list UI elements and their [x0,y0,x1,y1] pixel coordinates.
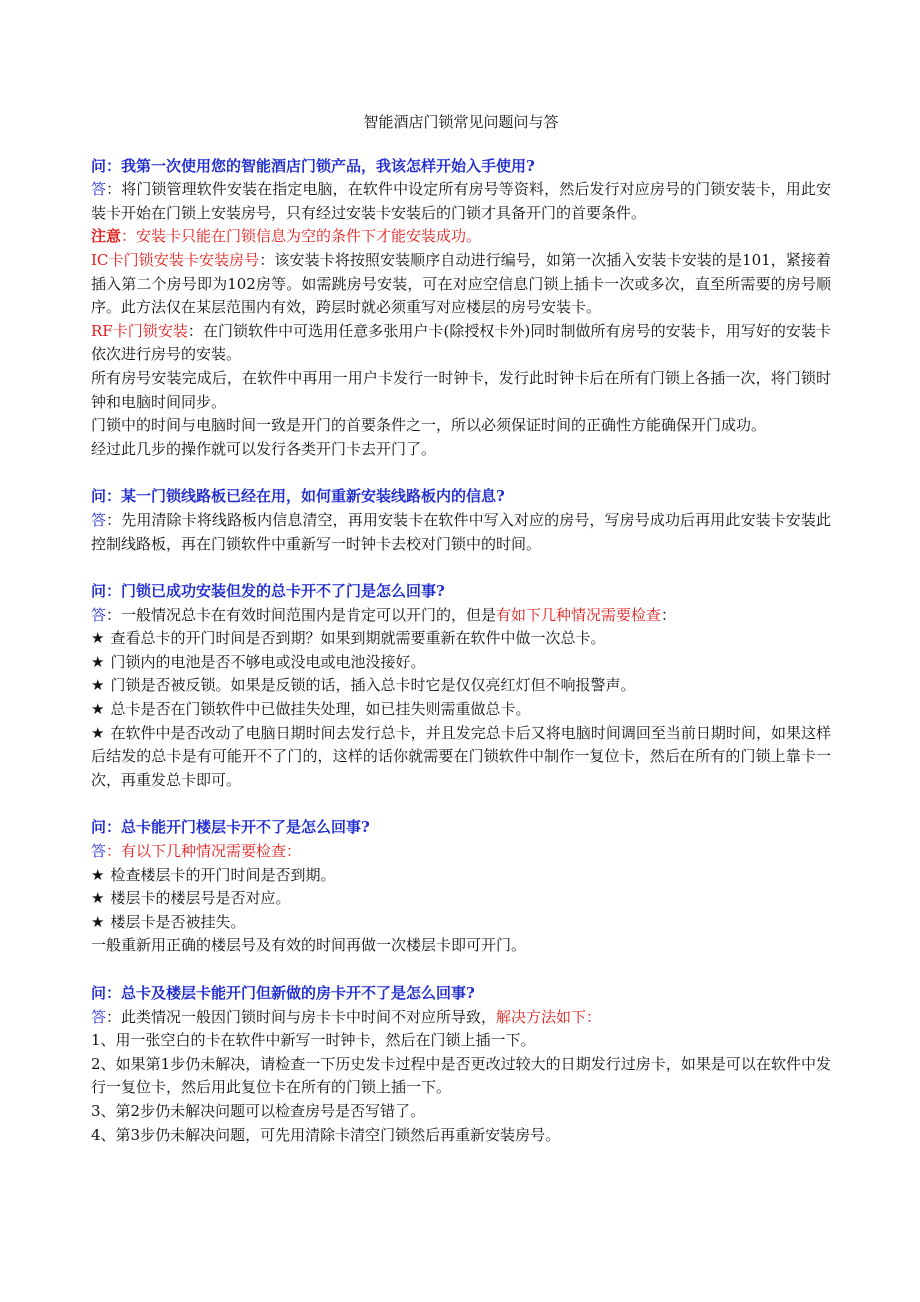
faq-section-1 [91,155,831,462]
star-bullet-icon: ★ [91,629,105,648]
paragraph: 一般重新用正确的楼层号及有效的时间再做一次楼层卡即可开门。 [91,936,527,955]
answer-text: ：此类情况一般因门锁时间与房卡卡中时间不对应所导致， [106,1007,497,1026]
document-body [91,111,831,1147]
ic-install-paragraph [91,249,831,320]
answer-label: 答 [91,842,107,861]
ic-install-label: IC卡门锁安装卡安装房号 [91,250,260,269]
document-title: 智能酒店门锁常见问题问与答 [363,113,559,131]
answer-label: 答 [91,1007,107,1026]
faq-section-2 [91,485,831,556]
star-bullet-icon: ★ [91,723,105,742]
list-item: ★ 检查楼层卡的开门时间是否到期。 [91,865,336,884]
list-item: ★ 楼层卡的楼层号是否对应。 [91,889,291,908]
step-item: 4、第3步仍未解决问题，可先用清除卡清空门锁然后再重新安装房号。 [91,1125,561,1144]
answer-text: ：先用清除卡将线路板内信息清空，再用安装卡在软件中写入对应的房号，写房号成功后再用此安装卡安装此控制线路板，再在门锁软件中重新写一时钟卡去校对门锁中的时间。 [91,510,831,553]
answer-2 [91,509,831,556]
ic-install-text: ：该安装卡将按照安装顺序自动进行编号，如第一次插入安装卡安装的是101，紧接着插入第二个房号即为102房等。如需跳房号安装，可在对应空信息门锁上插卡一次或多次，直至所需要的房号顺序。此方法仅在某层范围内有效，跨层时就必须重写对应楼层的房号安装卡。 [91,250,832,317]
paragraph: 门锁中的时间与电脑时间一致是开门的首要条件之一，所以必须保证时间的正确性方能确保开门成功。 [91,416,767,435]
answer-3 [91,604,831,628]
star-bullet-icon: ★ [91,912,105,931]
rf-install-paragraph [91,320,831,367]
star-bullet-icon: ★ [91,652,105,671]
list-item: ★ 查看总卡的开门时间是否到期？如果到期就需要重新在软件中做一次总卡。 [91,629,606,648]
question-1: 问：我第一次使用您的智能酒店门锁产品，我该怎样开始入手使用? [91,156,535,175]
step-item: 2、如果第1步仍未解决，请检查一下历史发卡过程中是否更改过较大的日期发行过房卡，如果是可以在软件中发行一复位卡，然后用此复位卡在所有的门锁上插一下。 [91,1054,831,1097]
answer-highlight: 有如下几种情况需要检查 [496,605,662,624]
star-bullet-icon: ★ [91,865,105,884]
star-bullet-icon: ★ [91,700,105,719]
answer-label: 答 [91,605,107,624]
answer-text: ：将门锁管理软件安装在指定电脑，在软件中设定所有房号等资料，然后发行对应房号的门锁安装卡，用此安装卡开始在门锁上安装房号，只有经过安装卡安装后的门锁才具备开门的首要条件。 [91,180,831,222]
faq-section-5 [91,982,831,1147]
list-item: ★ 总卡是否在门锁软件中已做挂失处理，如已挂失则需重做总卡。 [91,700,531,719]
star-bullet-icon: ★ [91,889,105,908]
answer-text: ：一般情况总卡在有效时间范围内是肯定可以开门的，但是 [106,605,497,624]
paragraph: 所有房号安装完成后，在软件中再用一用户卡发行一时钟卡，发行此时钟卡后在所有门锁上各插一次，将门锁时钟和电脑时间同步。 [91,368,831,411]
faq-section-3 [91,580,831,792]
star-bullet-icon: ★ [91,676,105,695]
question-5: 问：总卡及楼层卡能开门但新做的房卡开不了是怎么回事? [91,984,475,1002]
note [91,225,831,249]
answer-label: 答 [91,180,107,199]
question-2: 问：某一门锁线路板已经在用，如何重新安装线路板内的信息? [91,487,505,506]
list-item: ★ 门锁是否被反锁。如果是反锁的话，插入总卡时它是仅仅亮红灯但不响报警声。 [91,676,636,695]
paragraph: 经过此几步的操作就可以发行各类开门卡去开门了。 [91,439,437,458]
answer-1 [91,178,831,225]
list-item: ★ 楼层卡是否被挂失。 [91,912,246,931]
rf-install-label: RF卡门锁安装 [91,321,188,340]
question-4: 问：总卡能开门楼层卡开不了是怎么回事? [91,818,370,837]
list-item: ★ 门锁内的电池是否不够电或没电或电池没接好。 [91,652,426,671]
answer-highlight: 解决方法如下： [496,1007,602,1026]
answer-end: ： [661,605,677,624]
rf-install-text: ：在门锁软件中可选用任意多张用户卡(除授权卡外)同时制做所有房号的安装卡，用写好的安装卡依次进行房号的安装。 [91,321,831,364]
step-item: 1、用一张空白的卡在软件中新写一时钟卡，然后在门锁上插一下。 [91,1031,536,1050]
faq-section-4 [91,816,831,958]
list-item: ★ 在软件中是否改动了电脑日期时间去发行总卡，并且发完总卡后又将电脑时间调回至当前日期时间，如果这样后结发的总卡是有可能开不了门的，这样的话你就需要在门锁软件中制作一复位卡，然后在所有的门锁上靠卡一次，再重发总卡即可。 [91,723,831,789]
question-3: 问：门锁已成功安装但发的总卡开不了门是怎么回事? [91,582,445,601]
step-item: 3、第2步仍未解决问题可以检查房号是否写错了。 [91,1101,426,1120]
answer-4 [91,840,831,864]
note-text: ：安装卡只能在门锁信息为空的条件下才能安装成功。 [121,227,482,246]
answer-highlight: ：有以下几种情况需要检查： [106,842,302,861]
note-label: 注意 [91,227,122,246]
answer-label: 答 [91,510,107,529]
answer-5 [91,1006,831,1030]
